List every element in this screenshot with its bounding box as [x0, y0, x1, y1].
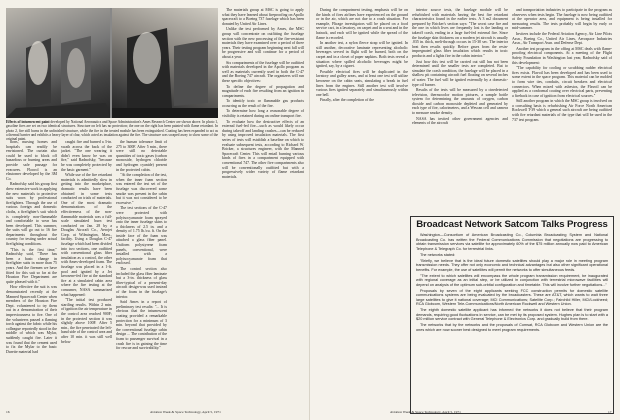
page-number-left: 16 [6, 410, 10, 414]
page-number-right: 17 [608, 410, 612, 414]
right-page [310, 0, 620, 420]
photo-caption: Effects of inturnescent paint developed by National Aeronautics and Space Administration's Ames Research Center are shown above. In photo 1, gasoline fires are set on two identical structures. Structure on left has no protection; the one on the right has been painted with flame retardant. In photo 2, fire still burns in the unfinished structure, while the fire in the treated module has been extinguished. Coating has been expanded to act as a thermal barrier and exhibits a heavy layer of char, which acted as insulation against the fire. The structure was scraped away to show some of the original paint. [6, 120, 218, 142]
sidebar-box-body: Washington—Consortium of American Broadcasting Co., Columbia Broadcasting System and National Broadcasting Co. has written the Federal Communications Commission that negotiations are progressing to obtain transmission services via satellite for approximately 60% of the $75 million annually now paid to American Telephone & Telegraph Co. for terrestrial links. The networks stated: "Briefly, we believe that is the ideal future domestic satellites should play a major role in meeting program transmission needs. They offer not only economic and technical advantages but also other significant operational benefits. For example, the use of satellites will permit the networks to offer simultaneous feeds. "The extent to which satellites will encompass the whole program transmission requirement, be inaugurated with regional coverage as an initial step, or be utilized in conjunction with terrestrial microwave facilities will depend on analysis of the optimum sub-orbital configuration and timetable. This will involve further negotiations..." Proposals by seven of the eight applicants seeking FCC construction permits for domestic satellite communications systems are being evaluated by the broadcasters. These are AT&T, which wants to wait three large satellites to give it national coverage; MCI Communications; Satellite Corp.; Fairchild Hiller, MCI/Lockheed; RCA Globcom, Western Tele-Communications/North American Rockwell and Western Union. The eighth domestic satellite applicant has informed the networks it does not believe that their program demands, requiring good fluctuations in service, can be met by its proposed system. Hughes plan is to start with a $20 million service contract with General Telephone & Electronics Corp. and gradually build from there. The networks that by the networks and the proposals of Comsat, RCA Globcom and Western Union are the ones which are now sooner best designed to meet program requirements. [416, 233, 608, 332]
right-footer: Aviation Week & Space Technology, April 5, 1971 [390, 410, 461, 414]
article-column-3: the human tolerance limit of 275 to 300F. After 5 min., there were still no detectable quantities of toxic gases (carbon monoxide, hydrogen chloride and hydrogen cyanide) present in the protected cabin. "At the completion of the test, when the inner foam section was entered the test set of the fuselage was discovered some smoke was present in the cabin but it was not considered to be excessive." The test sections of the C-47 were protected with polyisocyanurate foam sprayed onto the inner fuselage skins to a thickness of 2.5 in. and a density of 1.75 lb./cu. ft. On the inside face of the foam was attached a glass fiber panel. Uniform polystyrene foam panels, conventional, were installed with a polyisocyanurate foam that enclosed. The control section also included the glass fiber laminate but a 3-in. thickness of glass fiber-typical of a present-day aircraft design-was used instead of the foam in the fuselage's interior. Said Ames in a report of preliminary test results: "... It is obvious that the intumescent coating provided a remarkable protection for a minimum of 3 min. beyond that provided by the conventional fuselage cabin design ... The contribution of the foam to passenger survival in a crash fire is in gaining the time for rescue and survivability." [116, 140, 167, 351]
article-column-7: and transportation industries to participate in the program as observers when tests begin. The fuselage is now being outfitted at the operator area, and equipment is being installed for measuring results. The tests probably will begin by early or mid-summer. Invitees include the Federal Aviation Agency, Air Line Pilots Assn., Boeing Co., United Air Lines, Aerospace Industries Assn., Air Transport Assn. and Defense Dept. Another test program in the offing at MSC deals with flame-proofing electrical components. At a meeting of the Flight Safety Foundation in Washington last year, Radnofsky said of this development: "The capability for cooling or scrubbing rudder electrical fires exists. Flavoil has been developed and has been used to some extent in the space program. This material can be molded to form wire ties, conduits, circuit breakers and electrical connectors. When mixed with asbestos, the Flavoil can be applied as a conformal coating over electrical parts, preventing a fireback in case of ignition from electrical sources." Still another program in which the MSC group is involved on a consulting basis is refurbishing Air Force North American Rockwell T-39 which a general such aircraft are being outfitted with fire retardant materials of the type that will be used in the 737 test program. [512, 8, 612, 122]
left-footer: Aviation Week & Space Technology, April 5, 1971 [150, 410, 221, 414]
article-column-2: caught fire and burned a 3-in. swath across the back of the jacket. "The one wearing it didn't even know he was on fire," said Radnofsky, "because he was completely protected by the basic garment." While use of the fire retardant materials is admittedly slow in getting into the marketplace, dramatic results have been obtained in some tests conducted on trials of materials. One of the most dramatic demonstrations of the effectiveness of the non-flammable materials was a full-scale simulated burn test conducted on Jan. 28 by a Douglas Aircraft Co., Aerojet Corp. at Wilmington, Mass., facility. Using a Douglas C-47 fuselage which had been divided into two sections, one outfitted with conventional glass fiber insulation as a control, the other with Ames-developed foam. The fuselage was placed in a 1-ft. pool and ignited by a Jet kerosene-fed fire at the standard fire at a simulated cabin area where the fire testing at the consumer, NASA summarized what happened: "The initial test produced startling results. Within 2 min. of ignition the air temperature in the control area reached 900F; in the protected section it was slightly above 100F. After 5 min., the fire penetrated the left-hand side of the control area and after 10 min. it was still well below [61, 140, 112, 344]
fire-test-photos [6, 8, 218, 118]
article-column-1: tions, nursing homes and hospitals can readily be envisioned. The curtain also could be used to block off hazardous or burning areas and provide safe passage for evacuees. Floorol is an elastomer developed by the 3M Co. Radnofsky said his group first drew extensive work in applying the new materials to protective suits worn by professional firefighters. Through the use of various foreign and domestic cloths, a firefighter's suit which is completely non-flammable and comfortable to wear has been developed. This summer, the suits will go out to 16 fire departments throughout the country for testing under actual firefighting conditions. "This is the first time," Radnofsky said, "There has been a basic change in firefighter suits in more than 75 years. And the firemen we have fitted for this suit so far at the Houston Fire Department are quite pleased with it." How effective the suit is was demonstrated recently at the Manned Spacecraft Center when members of the Houston Fire Dept. volunteered to try them out in a demonstration of their imperviousness to fire. One of the volunteers passed a flaming torch against the fabric while his colleague reportedly stood in the middle of which was Mylar, suddenly caught fire. Later it was found that the cement used to fix the Mylar to the basic Durette material had [6, 140, 57, 354]
sidebar-box-broadcast-satcom [410, 216, 614, 414]
fire-test-photo-2 [112, 8, 218, 118]
article-column-5: During the compartment testing, emphasis will be on the kinds of fires airlines have experienced on the ground or in the air, which are not due to a crash situation. For example, Flirage investigators will be placed on a food service cart, in a lavatory, on carpet and in a seat and in the hatrack, and each will be ignited while the spread of the flame is recorded. In another test, a nylon fleece strap will be ignited. In still another, decorative laminate representing alcoholic beverages served in flight will be burned, both on the carpet and in a closet of paper napkins. Both tests reveal a situation where spilled alcoholic beverages might be ignited, say, by a cigaret. Possible electrical fires will be duplicated in the lavatory and galley areas, and at least one test will utilize kerosene on the cabin seats, simulating a break in fuel lines from the engines. Still another test will involve various fires ignited separately and simultaneously within one bell. Finally, after the completion of the [316, 8, 408, 103]
article-column-4: The materials group at MSC is going to apply what they have learned about fireproofing on Apollo spacecraft to a Boeing 737 fuselage which has been donated by United Air Lines. Unlike the test performed by Ames, the MSC group will concentrate on outfitting the fuselage section with the new processing of the fire-resistant materials they have examined over a period of three years. Their testing program beginning next fall will be progressive and will continue for a period of about a year. Six compartments of the fuselage will be outfitted with materials developed in the Apollo program as well as materials currently used in both the C-47 and the Boeing 747 aircraft. The organizers will run these specific objectives: To define the degree of propagation and magnitude of each fire resulting from an ignition in compartments. To identify toxic or flammable gas products occurring as the result of the fire. To determine how long a reasonable degree of visibility is retained during an onfine transport fire. To evaluate how the destructive effects of an external fuel-fed fire—such as would likely occur during takeoff and landing crashes—can be reduced by using improved insulation materials. The first series of tests will establish a baseline on which to evaluate subsequent tests, according to Richard W. Bricker, a structures engineer, with the Manned Spacecraft Center. This will entail burning various kinds of fires in a compartment equipped with conventional 747. The other five compartments also will be conventionally outfitted but with a progressively wider variety of flame retardant materials. [222, 8, 304, 179]
fire-test-photo-1 [6, 8, 110, 118]
sidebar-box-title: Broadcast Network Satcom Talks Progress [416, 219, 608, 230]
article-column-6: interior source tests, the fuselage module will be refurbished with materials having the best fire retardant characteristics found in the earlier tests. A 3 m2 document prepared by Bricker's section says: "The worst case fire and the one in which lives are frequently lost is the landing or takeoff crash, ending in a large fuel-fed external fire. Since the fuselage skin thickness on a modern jet aircraft is usually .035 in. thick, melt-through occurs in 15-30 sec. The interior heat then results quickly. Before gases from the resin-impregnated glass fiber insulation which results in toxic products and a lights fire in the cabin interior." Just how this test will be carried out still has not been determined until the smaller tests are completed. But to simulate the crash condition, the fuselage will be placed in a shallow pit containing aircraft fuel floating on several inches of water. The fuel will be ignited externally by a domestic-type oil burner. Results of the tests will be measured by a cinedetected television, thermocolor motion pictures, a sample bottle system for determining the amounts of oxygen, carbon dioxide and carbon monoxide depleted and generated by each type of fire, calorimeters, and a Wescan cell and camera to measure smoke density. NASA has invited other government agencies and elements of the aircraft [412, 8, 508, 126]
